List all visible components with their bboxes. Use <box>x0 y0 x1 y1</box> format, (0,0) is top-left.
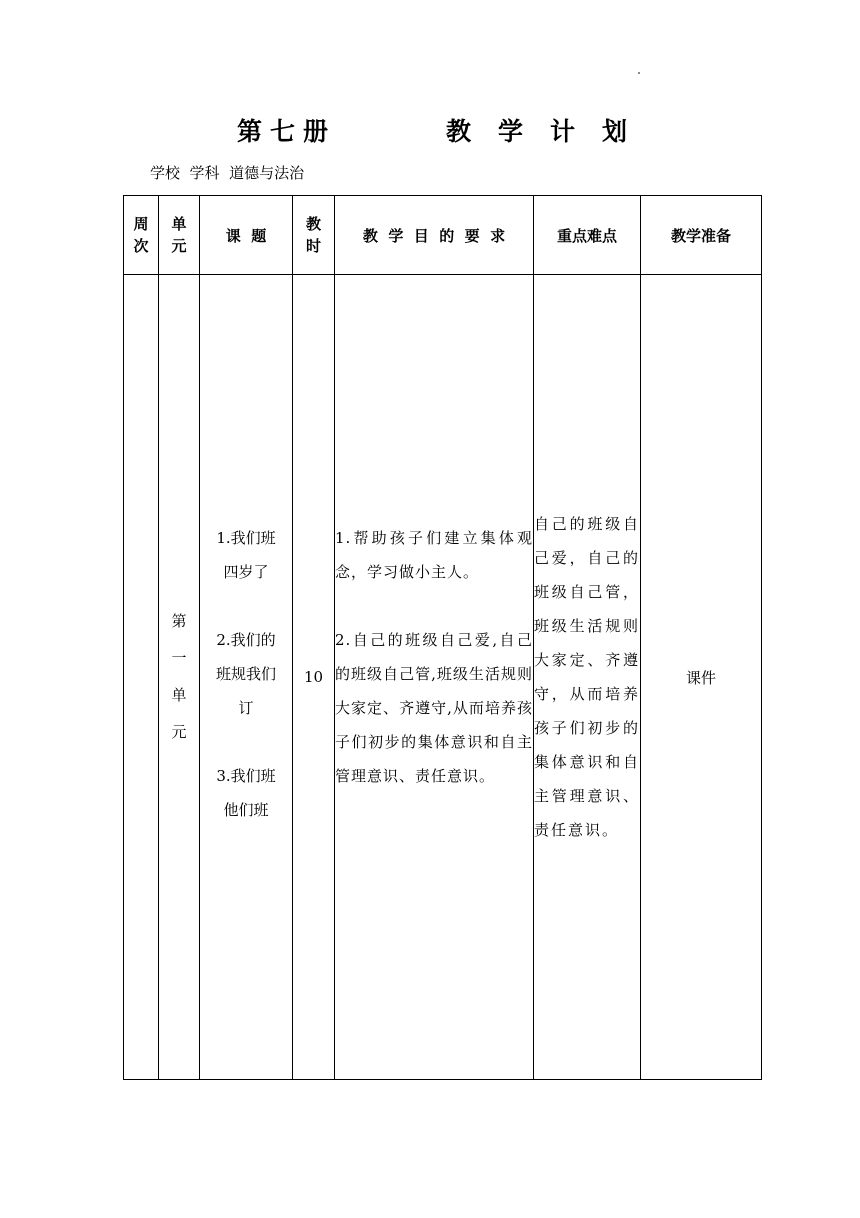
goal-paragraph: 1.帮助孩子们建立集体观念，学习做小主人。 <box>335 529 533 581</box>
cell-goals <box>335 275 534 1080</box>
cell-prep: 课件 <box>641 275 762 1080</box>
page-title <box>0 112 860 144</box>
title-char: 学 <box>498 117 524 146</box>
header-hours: 教 时 <box>293 196 335 275</box>
title-char: 册 <box>303 117 329 146</box>
header-goals: 教 学 目 的 要 求 <box>335 196 534 275</box>
course-line: 班规我们 <box>215 665 276 683</box>
header-course: 课 题 <box>200 196 293 275</box>
header-prep: 教学准备 <box>641 196 762 275</box>
course-line: 2.我们的 <box>216 631 276 649</box>
title-char: 七 <box>270 117 296 146</box>
cell-hours: 10 <box>293 275 335 1080</box>
course-line: 他们班 <box>223 801 269 819</box>
course-line: 订 <box>238 699 254 717</box>
title-char: 计 <box>550 117 576 146</box>
stray-dot <box>638 72 640 74</box>
header-unit: 单 元 <box>159 196 200 275</box>
cell-focus <box>534 275 641 1080</box>
cell-week <box>124 275 159 1080</box>
focus-text: 自己的班级自己爱，自己的班级自己管，班级生活规则大家定、齐遵守，从而培养孩子们初步的集体意识和自主管理意识、责任意识。 <box>534 515 640 839</box>
cell-courses <box>200 275 293 1080</box>
table-row <box>124 275 762 1080</box>
school-subject-line: 学校 学科 道德与法治 <box>150 164 305 182</box>
title-char: 划 <box>602 117 628 146</box>
header-focus: 重点难点 <box>534 196 641 275</box>
course-line: 3.我们班 <box>216 767 276 785</box>
title-char: 教 <box>446 117 472 146</box>
teaching-plan-table <box>123 195 762 1080</box>
course-line: 1.我们班 <box>216 529 276 547</box>
goal-paragraph: 2.自己的班级自己爱,自己的班级自己管,班级生活规则大家定、齐遵守,从而培养孩子们初步的集体意识和自主管理意识、责任意识。 <box>335 631 533 785</box>
course-line: 四岁了 <box>223 563 269 581</box>
header-week: 周 次 <box>124 196 159 275</box>
header-row <box>124 196 762 275</box>
title-char: 第 <box>237 117 263 146</box>
unit-label: 第一单元 <box>171 612 187 741</box>
cell-unit <box>159 275 200 1080</box>
